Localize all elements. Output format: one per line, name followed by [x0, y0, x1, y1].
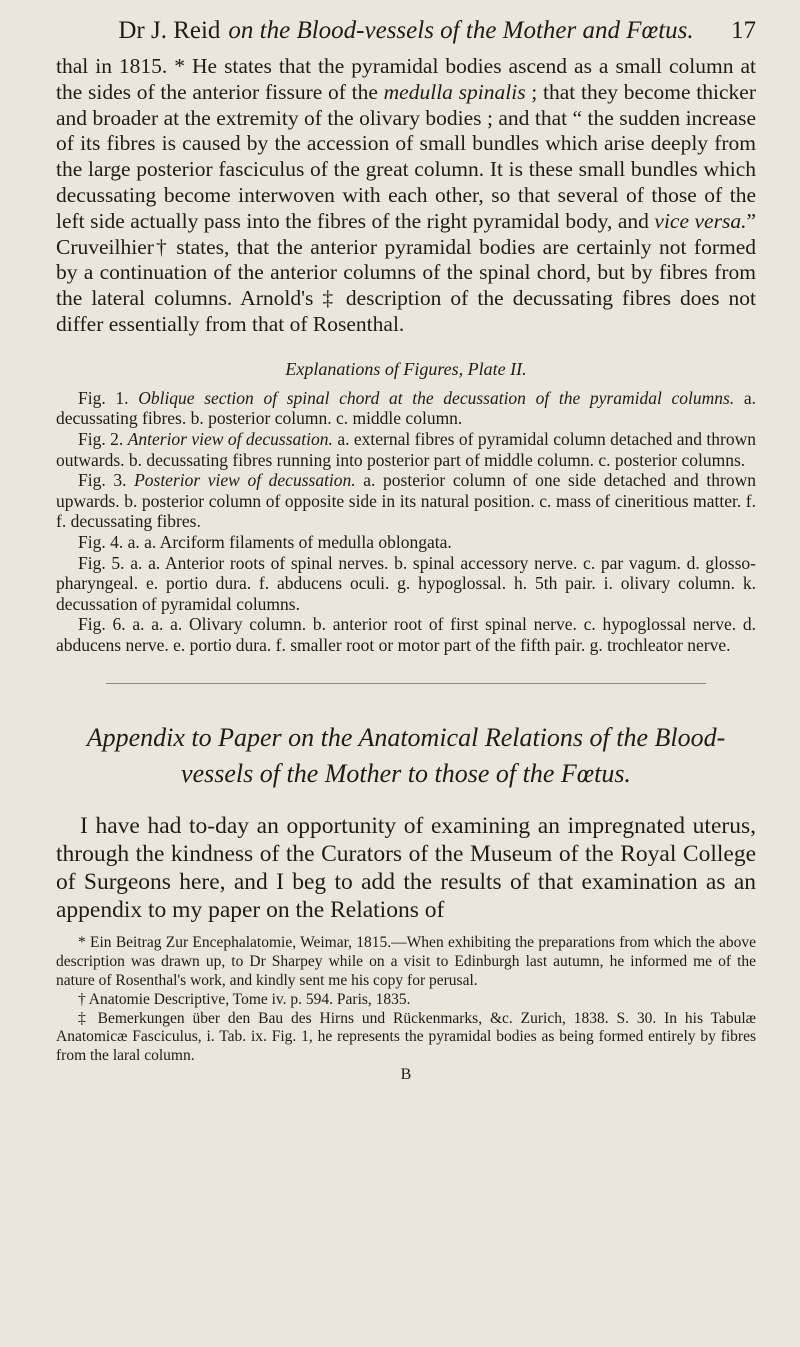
figure-title: Oblique section of spinal chord at the decussation of the pyramidal columns. — [138, 387, 735, 408]
figure-5-explanation — [56, 553, 756, 615]
appendix-lead-paragraph: I have had to-day an opportunity of examining an impregnated uterus, through the kindness of the Curators of the Museum of the Royal College of Surgeons here, and I beg to add the results of that examination as an appendix to my paper on the Relations of — [56, 813, 756, 924]
body-text-2: medulla spinalis — [383, 79, 526, 104]
figure-text: a. decussating fibres. b. posterior column. c. middle column. — [56, 387, 757, 429]
footnotes — [56, 934, 756, 1066]
figure-text: a. external fibres of pyramidal column detached and thrown outwards. b. decussating fibres running into posterior part of middle column. c. posterior columns. — [56, 428, 757, 470]
figure-label: Fig. 5. — [78, 552, 125, 573]
page-number: 17 — [731, 17, 756, 44]
footnote-1: * Ein Beitrag Zur Encephalatomie, Weimar, 1815.—When exhibiting the preparations from which the above description was drawn up, to Dr Sharpey while on a visit to Edinburgh last autumn, he informed me of the nature of Rosenthal's work, and kindly sent me his copy for perusal. — [56, 934, 756, 990]
section-divider — [106, 683, 706, 684]
body-text-3: ; that they become thicker and broader at the extremity of the olivary bodies ; and that “ the sudden increase of its fibres is caused by the accession of small bundles which arise deeply from the large posterior fasciculus of the great column. It is these small bundles which decussating become interwoven with each other, so that several of those of the left side actually pass into the fibres of the right pyramidal body, and — [56, 79, 756, 233]
page — [56, 14, 756, 1084]
figure-label: Fig. 6. — [78, 614, 126, 635]
figure-3-explanation — [56, 470, 756, 532]
header-title: on the Blood-vessels of the Mother and Fœtus. — [228, 17, 694, 44]
figure-4-explanation — [56, 532, 756, 553]
running-header — [56, 14, 756, 48]
footnote-2: † Anatomie Descriptive, Tome iv. p. 594. Paris, 1835. — [78, 990, 411, 1008]
figure-1-explanation — [56, 388, 756, 429]
figure-label: Fig. 1. — [78, 387, 129, 408]
figure-label: Fig. 4. — [78, 531, 124, 552]
footnote-3: ‡ Bemerkungen über den Bau des Hirns und Rückenmarks, &c. Zurich, 1838. S. 30. In his Tabulæ Anatomicæ Fasciculus, i. Tab. ix. Fig. 1, he represents the pyramidal bodies as being formed entirely by fibres from the laral column. — [56, 1009, 756, 1065]
explanations-heading: Explanations of Figures, Plate II. — [285, 358, 527, 379]
figure-title: Posterior view of decussation. — [134, 470, 356, 491]
signature-mark: B — [400, 1066, 412, 1084]
appendix-title: Appendix to Paper on the Anatomical Relations of the Blood-vessels of the Mother to those of the Fœtus. — [86, 723, 726, 789]
body-text-4: vice versa. — [654, 208, 747, 233]
figure-text: a. a. a. Olivary column. b. anterior root of first spinal nerve. c. hypoglossal nerve. d. abducens nerve. e. portio dura. f. smaller root or motor part of the fifth pair. g. trochleator nerve. — [56, 614, 756, 655]
figure-explanations — [56, 388, 756, 656]
body-text-1: thal in 1815. * He states that the pyramidal bodies ascend as a small column at the sides of the anterior fissure of the — [56, 54, 756, 104]
figure-text: a. a. Arciform filaments of medulla oblongata. — [123, 531, 452, 552]
figure-label: Fig. 3. — [78, 470, 127, 491]
header-author: Dr J. Reid — [118, 17, 221, 44]
body-text-5: ” Cruveilhier† states, that the anterior pyramidal bodies are certainly not formed by a continuation of the anterior columns of the spinal chord, but by fibres from the lateral columns. Arnold's ‡ description of the decussating fibres does not differ essentially from that of Rosenthal. — [56, 208, 756, 336]
figure-text: a. posterior column of one side detached and thrown upwards. b. posterior column of opposite side in its natural position. c. mass of cineritious matter. f. f. decussating fibres. — [56, 470, 756, 532]
figure-2-explanation — [56, 429, 756, 470]
figure-text: a. a. Anterior roots of spinal nerves. b. spinal accessory nerve. c. par vagum. d. glosso-pharyngeal. e. portio dura. f. abducens oculi. g. hypoglossal. h. 5th pair. i. olivary column. k. decussation of pyramidal columns. — [56, 552, 756, 614]
body-paragraph — [56, 54, 756, 338]
figure-title: Anterior view of decussation. — [127, 428, 333, 449]
figure-6-explanation — [56, 614, 756, 655]
figure-label: Fig. 2. — [78, 428, 124, 449]
